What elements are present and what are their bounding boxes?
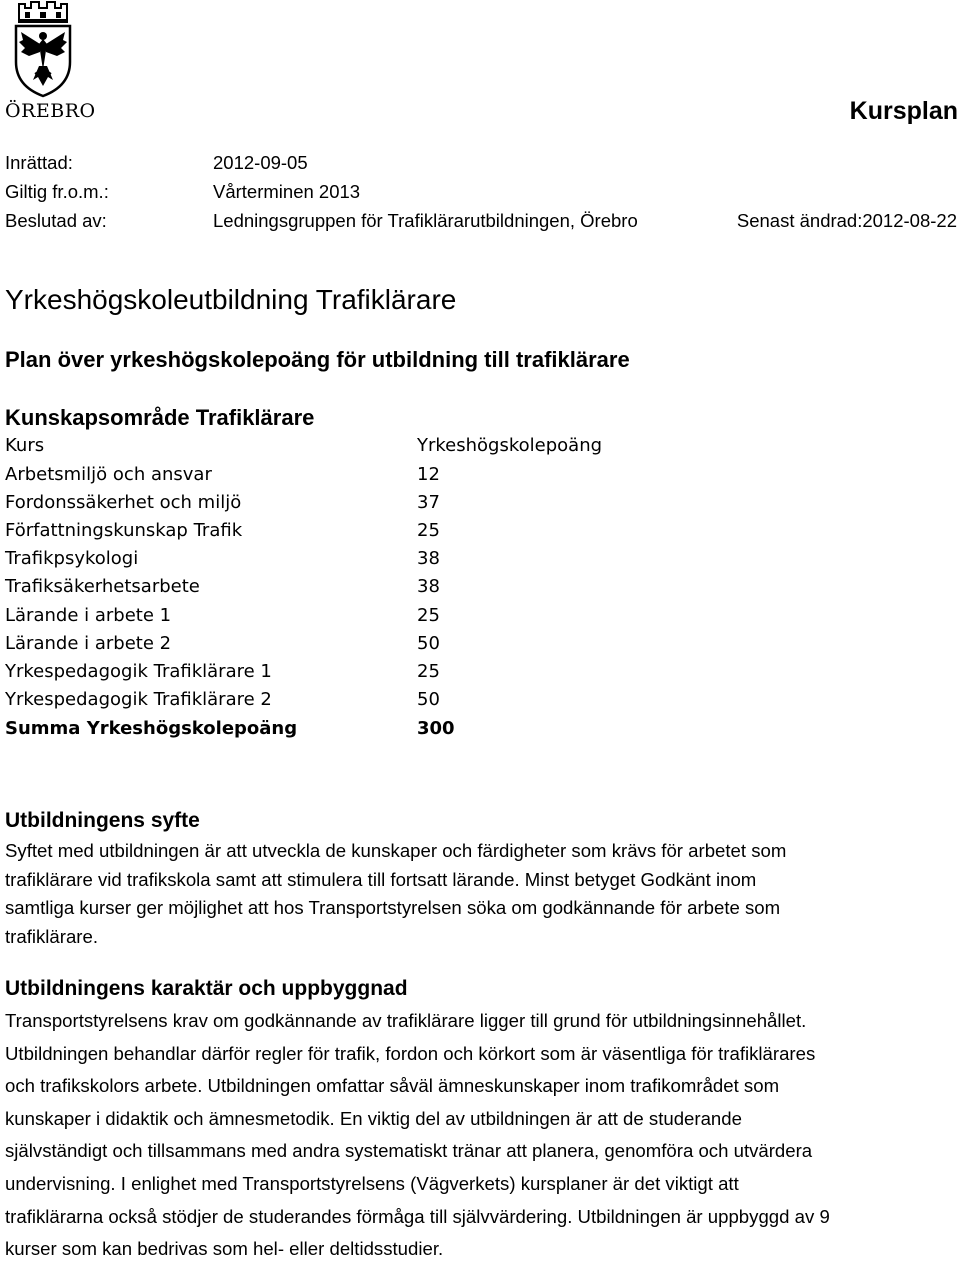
paragraph-line: trafiklärare vid trafikskola samt att stimulera till fortsatt lärande. Minst betyget Godkänt inom [5, 868, 757, 890]
table-row [5, 520, 655, 541]
table-row [5, 605, 655, 626]
course-name: Lärande i arbete 1 [5, 605, 172, 626]
course-name: Fordonssäkerhet och miljö [5, 492, 242, 513]
paragraph-line: självständigt och tillsammans med andra systematiskt tränar att planera, genomföra och utvärdera [5, 1140, 813, 1162]
valid-from-label: Giltig fr.o.m.: [5, 181, 109, 202]
course-name: Yrkespedagogik Trafiklärare 2 [5, 689, 272, 710]
character-paragraph [5, 1005, 955, 1266]
paragraph-line: trafiklärare. [5, 925, 98, 947]
character-heading: Utbildningens karaktär och uppbyggnad [5, 977, 408, 1000]
table-header-row [5, 435, 655, 456]
table-row [5, 576, 655, 597]
paragraph-line: Utbildningen behandlar därför regler för trafik, fordon och körkort som är väsentliga för trafiklärares [5, 1042, 816, 1064]
column-header-course: Kurs [5, 435, 45, 456]
purpose-heading: Utbildningens syfte [5, 809, 200, 832]
paragraph-line: Transportstyrelsens krav om godkännande av trafiklärare ligger till grund för utbildningsinnehållet. [5, 1010, 807, 1031]
paragraph-line: trafiklärarna också stödjer de studerandes förmåga till självvärdering. Utbildningen är uppbyggd av 9 [5, 1205, 830, 1227]
created-label: Inrättad: [5, 152, 73, 173]
page-subtitle: Plan över yrkeshögskolepoäng för utbildning till trafiklärare [5, 347, 630, 372]
orebro-logo [5, 0, 96, 122]
logo-wordmark: ÖREBRO [5, 100, 96, 122]
paragraph-line: och trafikskolors arbete. Utbildningen omfattar såväl ämneskunskaper inom trafikområdet som [5, 1075, 780, 1097]
purpose-paragraph [5, 837, 955, 951]
paragraph-line: Syftet med utbildningen är att utveckla de kunskaper och färdigheter som krävs för arbetet som [5, 840, 787, 861]
total-credits: 300 [417, 718, 455, 739]
course-credits: 38 [417, 576, 440, 597]
table-row [5, 661, 655, 682]
paragraph-line: kurser som kan bedrivas som hel- eller deltidsstudier. [5, 1238, 444, 1260]
table-row [5, 633, 655, 654]
created-value: 2012-09-05 [213, 152, 308, 173]
last-changed: Senast ändrad:2012-08-22 [736, 210, 957, 231]
document-type-heading: Kursplan [849, 97, 958, 125]
paragraph-line: kunskaper i didaktik och ämnesmetodik. En viktig del av utbildningen är att de studerande [5, 1107, 742, 1129]
decided-by-value: Ledningsgruppen för Trafiklärarutbildningen, Örebro [213, 210, 638, 231]
table-row [5, 464, 655, 485]
course-credits: 37 [417, 492, 440, 513]
course-credits: 50 [417, 633, 440, 654]
knowledge-area-heading: Kunskapsområde Trafiklärare [5, 405, 315, 430]
paragraph-line: samtliga kurser ger möjlighet att hos Transportstyrelsen söka om godkännande för arbete som [5, 897, 781, 918]
table-row [5, 492, 655, 513]
paragraph-line: undervisning. I enlighet med Transportstyrelsens (Vägverkets) kursplaner är det viktigt att [5, 1172, 739, 1194]
page-title: Yrkeshögskoleutbildning Trafiklärare [5, 284, 457, 315]
table-total-row [5, 718, 655, 739]
course-credits: 25 [417, 520, 440, 541]
course-name: Arbetsmiljö och ansvar [5, 464, 212, 485]
course-name: Trafikpsykologi [5, 548, 139, 569]
course-credits: 38 [417, 548, 440, 569]
coat-of-arms-icon [11, 0, 75, 98]
course-name: Lärande i arbete 2 [5, 633, 172, 654]
valid-from-value: Vårterminen 2013 [213, 181, 361, 202]
column-header-credits: Yrkeshögskolepoäng [417, 435, 603, 456]
course-credits: 25 [417, 661, 440, 682]
total-label: Summa Yrkeshögskolepoäng [5, 718, 298, 739]
course-credits: 25 [417, 605, 440, 626]
decided-by-label: Beslutad av: [5, 210, 107, 231]
course-credits: 12 [417, 464, 440, 485]
course-credits: 50 [417, 689, 440, 710]
table-row [5, 548, 655, 569]
course-name: Yrkespedagogik Trafiklärare 1 [5, 661, 272, 682]
table-row [5, 689, 655, 710]
course-name: Författningskunskap Trafik [5, 520, 243, 541]
course-name: Trafiksäkerhetsarbete [5, 576, 200, 597]
